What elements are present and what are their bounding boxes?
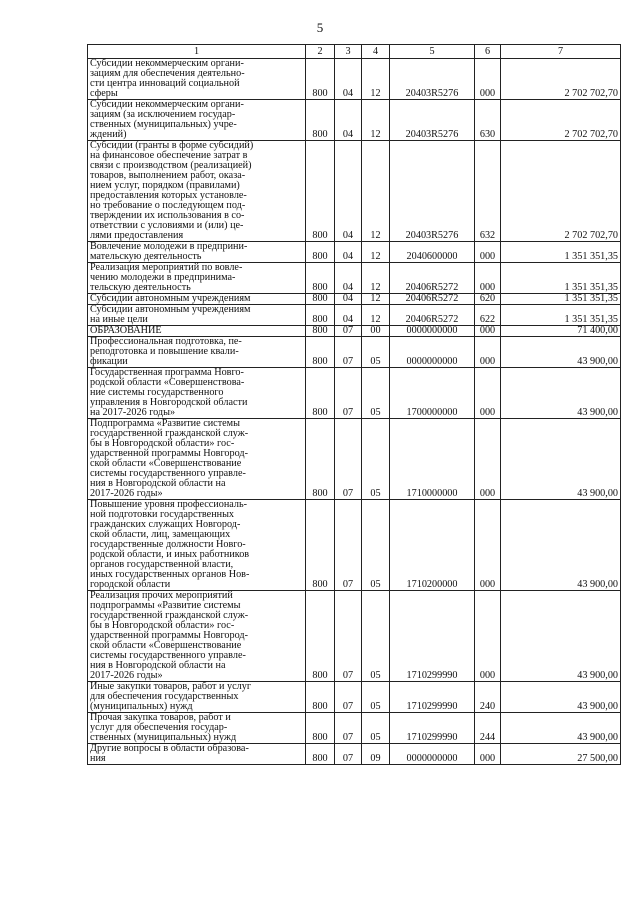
table-row — [88, 368, 621, 419]
row-target-article: 20403R5276 — [390, 141, 475, 242]
row-section-code: 04 — [335, 141, 362, 242]
row-target-article: 0000000000 — [390, 337, 475, 368]
row-subsection-code: 05 — [362, 713, 390, 744]
table-row — [88, 591, 621, 682]
row-amount: 2 702 702,70 — [501, 59, 621, 100]
row-expense-type: 240 — [475, 682, 501, 713]
header-cell: 2 — [306, 45, 335, 59]
row-gr-code: 800 — [306, 368, 335, 419]
row-subsection-code: 05 — [362, 337, 390, 368]
row-gr-code: 800 — [306, 713, 335, 744]
row-target-article: 20403R5276 — [390, 59, 475, 100]
row-section-code: 04 — [335, 263, 362, 294]
row-description: Подпрограмма «Развитие системы государственной гражданской служ- бы в Новгородской области» гос- ударственной программы Новгород- ской области «Совершенствование системы государственного управле- ния в Новгородской области на 2017-2026 годы» — [88, 419, 306, 500]
row-expense-type: 000 — [475, 500, 501, 591]
row-description: Прочая закупка товаров, работ и услуг для обеспечения государ- ственных (муниципальных) нужд — [88, 713, 306, 744]
row-description: Субсидии некоммерческим органи- зациям (за исключением государ- ственных (муниципальных) учре- ждений) — [88, 100, 306, 141]
row-section-code: 04 — [335, 305, 362, 326]
row-expense-type: 244 — [475, 713, 501, 744]
row-description: Профессиональная подготовка, пе- реподготовка и повышение квали- фикации — [88, 337, 306, 368]
row-subsection-code: 12 — [362, 100, 390, 141]
row-section-code: 07 — [335, 326, 362, 337]
budget-table — [87, 44, 621, 765]
row-subsection-code: 12 — [362, 59, 390, 100]
row-description: Вовлечение молодежи в предприни- мательскую деятельность — [88, 242, 306, 263]
row-gr-code: 800 — [306, 59, 335, 100]
header-cell: 7 — [501, 45, 621, 59]
row-section-code: 07 — [335, 591, 362, 682]
row-amount: 1 351 351,35 — [501, 305, 621, 326]
row-target-article: 2040600000 — [390, 242, 475, 263]
row-subsection-code: 05 — [362, 368, 390, 419]
table-row — [88, 100, 621, 141]
row-expense-type: 620 — [475, 294, 501, 305]
row-gr-code: 800 — [306, 305, 335, 326]
row-amount: 2 702 702,70 — [501, 141, 621, 242]
row-target-article: 0000000000 — [390, 326, 475, 337]
row-description: Другие вопросы в области образова- ния — [88, 744, 306, 765]
row-section-code: 04 — [335, 242, 362, 263]
row-target-article: 20406R5272 — [390, 305, 475, 326]
table-row — [88, 141, 621, 242]
row-expense-type: 000 — [475, 337, 501, 368]
row-amount: 43 900,00 — [501, 682, 621, 713]
row-description: Иные закупки товаров, работ и услуг для обеспечения государственных (муниципальных) нужд — [88, 682, 306, 713]
row-expense-type: 000 — [475, 419, 501, 500]
row-gr-code: 800 — [306, 591, 335, 682]
row-target-article: 1710299990 — [390, 713, 475, 744]
row-section-code: 07 — [335, 713, 362, 744]
row-target-article: 20406R5272 — [390, 294, 475, 305]
row-subsection-code: 09 — [362, 744, 390, 765]
row-gr-code: 800 — [306, 744, 335, 765]
row-gr-code: 800 — [306, 500, 335, 591]
table-row — [88, 294, 621, 305]
row-expense-type: 630 — [475, 100, 501, 141]
row-section-code: 07 — [335, 368, 362, 419]
table-row — [88, 59, 621, 100]
row-expense-type: 622 — [475, 305, 501, 326]
row-description: Повышение уровня профессиональ- ной подготовки государственных гражданских служащих Новгород- ской области, лиц, замещающих государственные должности Новго- родской области, и иных работников органов государственной власти, иных государственных органов Нов- городской области — [88, 500, 306, 591]
row-subsection-code: 05 — [362, 682, 390, 713]
row-description: Реализация прочих мероприятий подпрограммы «Развитие системы государственной гражданской служ- бы в Новгородской области» гос- ударственной программы Новгород- ской области «Совершенствование системы государственного управле- ния в Новгородской области на 2017-2026 годы» — [88, 591, 306, 682]
row-description: Субсидии (гранты в форме субсидий) на финансовое обеспечение затрат в связи с производством (реализацией) товаров, выполнением работ, оказа- нием услуг, порядком (правилами) предоставления которых установле- но требование о последующем под- тверждении их использования в со- ответствии с условиями и (или) це- лями предоставления — [88, 141, 306, 242]
row-expense-type: 000 — [475, 368, 501, 419]
row-amount: 1 351 351,35 — [501, 263, 621, 294]
row-subsection-code: 05 — [362, 500, 390, 591]
row-subsection-code: 00 — [362, 326, 390, 337]
row-subsection-code: 12 — [362, 242, 390, 263]
row-target-article: 1710200000 — [390, 500, 475, 591]
row-section-code: 04 — [335, 59, 362, 100]
row-gr-code: 800 — [306, 141, 335, 242]
table-row — [88, 419, 621, 500]
row-amount: 1 351 351,35 — [501, 242, 621, 263]
table-row — [88, 305, 621, 326]
row-expense-type: 000 — [475, 59, 501, 100]
table-row — [88, 500, 621, 591]
row-target-article: 0000000000 — [390, 744, 475, 765]
row-section-code: 04 — [335, 294, 362, 305]
row-section-code: 07 — [335, 744, 362, 765]
row-section-code: 04 — [335, 100, 362, 141]
row-description: ОБРАЗОВАНИЕ — [88, 326, 306, 337]
header-cell: 3 — [335, 45, 362, 59]
row-expense-type: 000 — [475, 263, 501, 294]
header-cell: 5 — [390, 45, 475, 59]
table-header-row — [88, 45, 621, 59]
table-row — [88, 326, 621, 337]
row-gr-code: 800 — [306, 337, 335, 368]
row-gr-code: 800 — [306, 326, 335, 337]
row-gr-code: 800 — [306, 263, 335, 294]
header-cell: 4 — [362, 45, 390, 59]
row-amount: 43 900,00 — [501, 591, 621, 682]
header-cell: 6 — [475, 45, 501, 59]
row-expense-type: 632 — [475, 141, 501, 242]
table-row — [88, 682, 621, 713]
row-section-code: 07 — [335, 419, 362, 500]
row-target-article: 1710000000 — [390, 419, 475, 500]
row-description: Государственная программа Новго- родской области «Совершенствова- ние системы государственного управления в Новгородской области на 2017-2026 годы» — [88, 368, 306, 419]
row-subsection-code: 05 — [362, 419, 390, 500]
row-target-article: 1710299990 — [390, 682, 475, 713]
row-section-code: 07 — [335, 682, 362, 713]
row-expense-type: 000 — [475, 591, 501, 682]
row-amount: 1 351 351,35 — [501, 294, 621, 305]
row-amount: 2 702 702,70 — [501, 100, 621, 141]
row-subsection-code: 05 — [362, 591, 390, 682]
row-target-article: 1700000000 — [390, 368, 475, 419]
row-section-code: 07 — [335, 337, 362, 368]
row-amount: 71 400,00 — [501, 326, 621, 337]
row-amount: 27 500,00 — [501, 744, 621, 765]
row-expense-type: 000 — [475, 326, 501, 337]
table-row — [88, 337, 621, 368]
row-amount: 43 900,00 — [501, 368, 621, 419]
row-expense-type: 000 — [475, 242, 501, 263]
header-cell: 1 — [88, 45, 306, 59]
row-target-article: 20406R5272 — [390, 263, 475, 294]
row-amount: 43 900,00 — [501, 713, 621, 744]
table-row — [88, 713, 621, 744]
row-subsection-code: 12 — [362, 263, 390, 294]
row-amount: 43 900,00 — [501, 337, 621, 368]
row-description: Субсидии некоммерческим органи- зациям для обеспечения деятельно- сти центра инноваций социальной сферы — [88, 59, 306, 100]
row-section-code: 07 — [335, 500, 362, 591]
row-gr-code: 800 — [306, 100, 335, 141]
page-number: 5 — [316, 20, 324, 35]
row-description: Реализация мероприятий по вовле- чению молодежи в предпринима- тельскую деятельность — [88, 263, 306, 294]
row-subsection-code: 12 — [362, 305, 390, 326]
row-amount: 43 900,00 — [501, 500, 621, 591]
row-expense-type: 000 — [475, 744, 501, 765]
row-description: Субсидии автономным учреждениям — [88, 294, 306, 305]
row-gr-code: 800 — [306, 294, 335, 305]
row-gr-code: 800 — [306, 682, 335, 713]
table-row — [88, 744, 621, 765]
table-row — [88, 242, 621, 263]
row-gr-code: 800 — [306, 419, 335, 500]
table-row — [88, 263, 621, 294]
row-subsection-code: 12 — [362, 294, 390, 305]
row-amount: 43 900,00 — [501, 419, 621, 500]
row-description: Субсидии автономным учреждениям на иные цели — [88, 305, 306, 326]
row-target-article: 20403R5276 — [390, 100, 475, 141]
row-gr-code: 800 — [306, 242, 335, 263]
row-subsection-code: 12 — [362, 141, 390, 242]
row-target-article: 1710299990 — [390, 591, 475, 682]
